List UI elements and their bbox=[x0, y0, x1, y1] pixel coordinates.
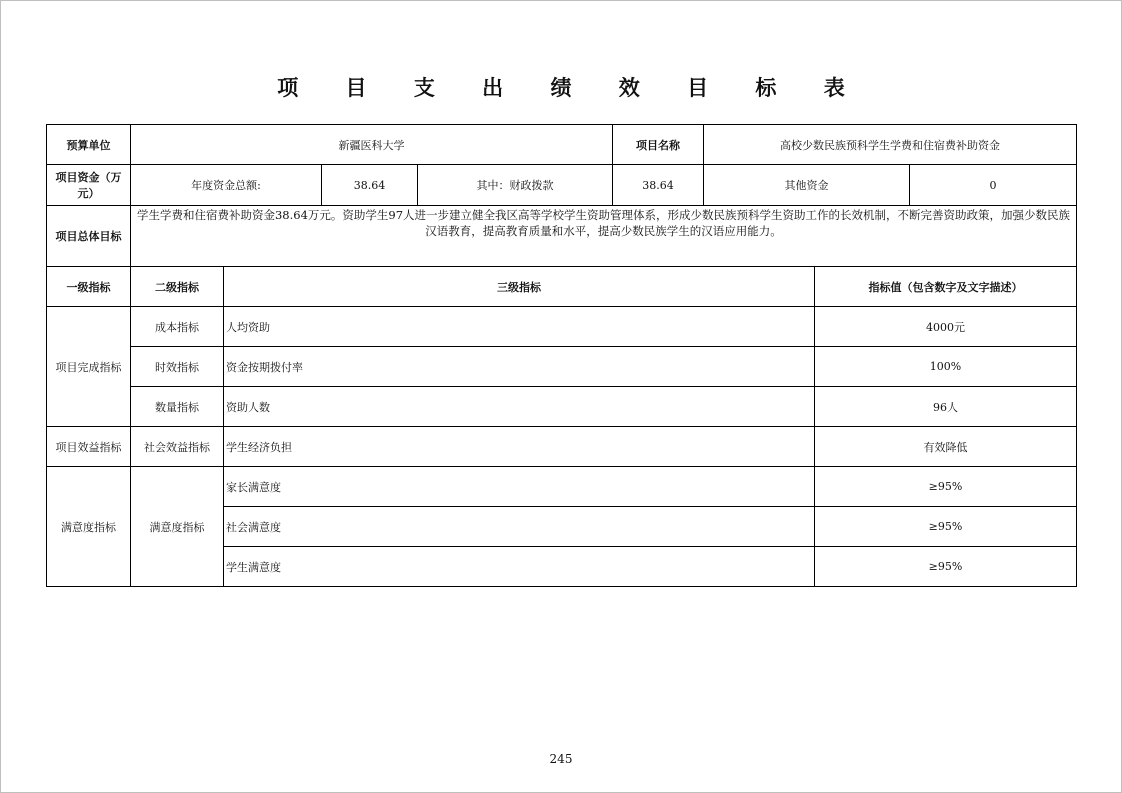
level1-cell: 项目效益指标 bbox=[47, 427, 131, 467]
table-row bbox=[47, 427, 1077, 467]
table-row bbox=[47, 307, 1077, 347]
level3-cell: 人均资助 bbox=[224, 307, 815, 347]
header-row bbox=[47, 267, 1077, 307]
value-cell: ≥95% bbox=[815, 547, 1077, 587]
level3-cell: 学生经济负担 bbox=[224, 427, 815, 467]
table-row bbox=[47, 467, 1077, 507]
header-level3: 三级指标 bbox=[224, 267, 815, 307]
value-cell: 96人 bbox=[815, 387, 1077, 427]
level2-cell: 数量指标 bbox=[131, 387, 224, 427]
budget-unit-row bbox=[47, 125, 1077, 165]
overall-goal-row bbox=[47, 206, 1077, 267]
performance-table bbox=[46, 124, 1077, 587]
table-row bbox=[47, 347, 1077, 387]
annual-total-value: 38.64 bbox=[322, 165, 418, 206]
level3-cell: 家长满意度 bbox=[224, 467, 815, 507]
overall-goal-label: 项目总体目标 bbox=[47, 206, 131, 267]
level3-cell: 资助人数 bbox=[224, 387, 815, 427]
page-number: 245 bbox=[549, 752, 573, 766]
project-name-label: 项目名称 bbox=[613, 125, 704, 165]
budget-unit-label: 预算单位 bbox=[47, 125, 131, 165]
value-cell: 4000元 bbox=[815, 307, 1077, 347]
level2-cell: 满意度指标 bbox=[131, 467, 224, 587]
funds-row bbox=[47, 165, 1077, 206]
level2-cell: 社会效益指标 bbox=[131, 427, 224, 467]
annual-total-label: 年度资金总额: bbox=[131, 165, 322, 206]
header-level1: 一级指标 bbox=[47, 267, 131, 307]
fiscal-label: 其中：财政拨款 bbox=[418, 165, 613, 206]
fiscal-value: 38.64 bbox=[613, 165, 704, 206]
other-funds-label: 其他资金 bbox=[704, 165, 910, 206]
level2-cell: 成本指标 bbox=[131, 307, 224, 347]
other-funds-value: 0 bbox=[910, 165, 1077, 206]
level3-cell: 学生满意度 bbox=[224, 547, 815, 587]
page-title: 项 目 支 出 绩 效 目 标 表 bbox=[277, 76, 865, 100]
value-cell: ≥95% bbox=[815, 467, 1077, 507]
level3-cell: 社会满意度 bbox=[224, 507, 815, 547]
value-cell: 100% bbox=[815, 347, 1077, 387]
funds-label: 项目资金（万元） bbox=[47, 165, 131, 206]
table-row bbox=[47, 387, 1077, 427]
level1-cell: 项目完成指标 bbox=[47, 307, 131, 427]
overall-goal-text: 学生学费和住宿费补助资金38.64万元。资助学生97人进一步建立健全我区高等学校学生资助管理体系，形成少数民族预科学生资助工作的长效机制，不断完善资助政策，加强少数民族汉语教育，提高教育质量和水平，提高少数民族学生的汉语应用能力。 bbox=[131, 206, 1077, 267]
budget-unit-value: 新疆医科大学 bbox=[131, 125, 613, 165]
level3-cell: 资金按期拨付率 bbox=[224, 347, 815, 387]
level2-cell: 时效指标 bbox=[131, 347, 224, 387]
project-name-value: 高校少数民族预科学生学费和住宿费补助资金 bbox=[704, 125, 1077, 165]
level1-cell: 满意度指标 bbox=[47, 467, 131, 587]
header-value: 指标值（包含数字及文字描述） bbox=[815, 267, 1077, 307]
value-cell: 有效降低 bbox=[815, 427, 1077, 467]
value-cell: ≥95% bbox=[815, 507, 1077, 547]
header-level2: 二级指标 bbox=[131, 267, 224, 307]
